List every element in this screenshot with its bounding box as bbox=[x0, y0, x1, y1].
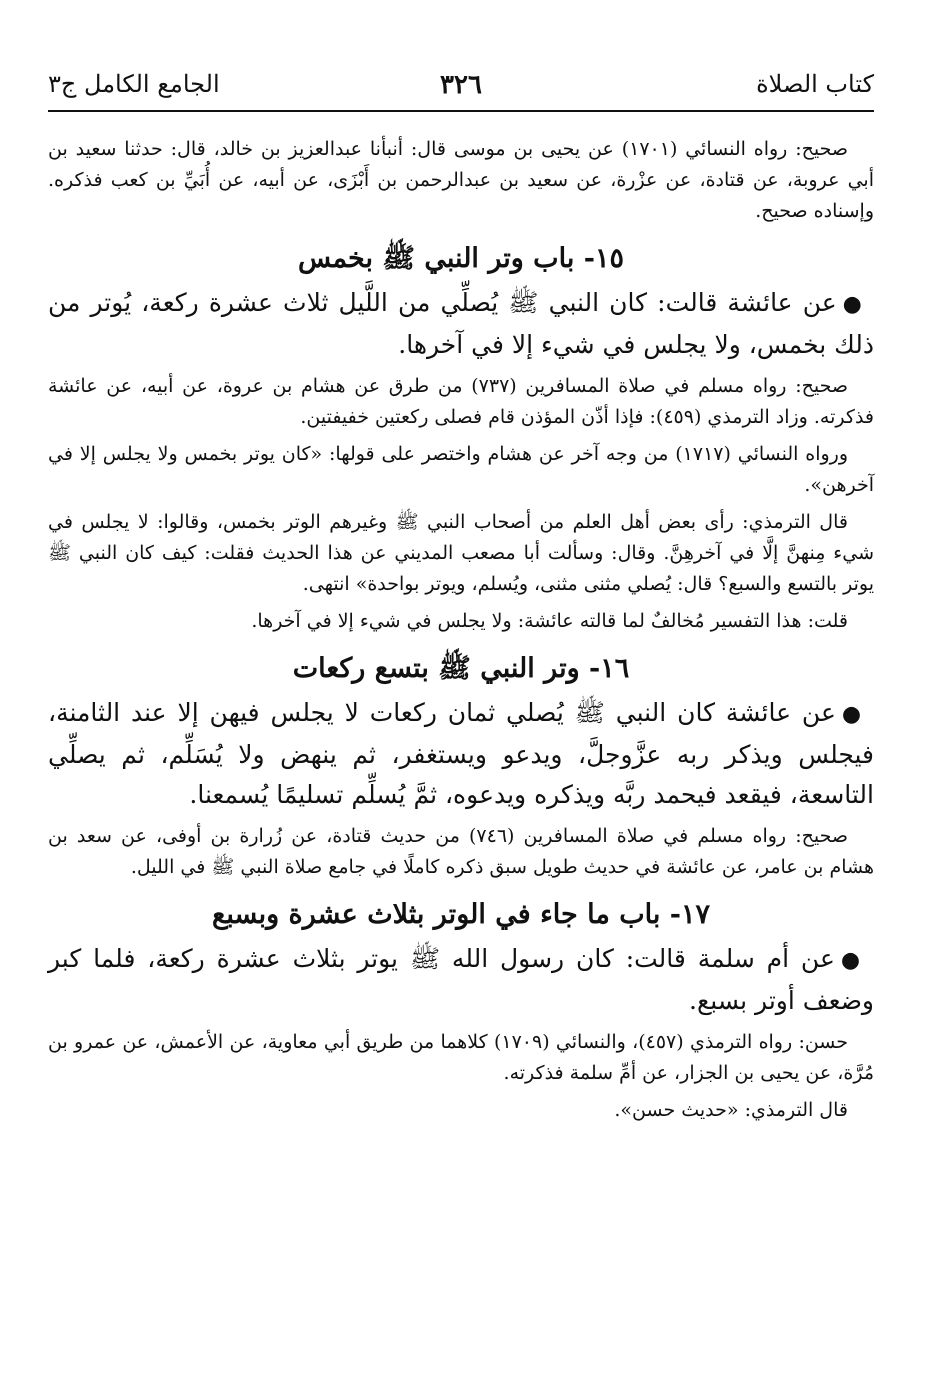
commentary-note: قال الترمذي: رأى بعض أهل العلم من أصحاب النبي ﷺ وغيرهم الوتر بخمس، وقالوا: لا يجلس في شيء مِنهنَّ إلَّا في آخرهِنَّ. وقال: وسألت أبا مصعب المديني عن هذا الحديث فقلت: كيف كان النبي ﷺ يوتر بالتسع والسبع؟ قال: يُصلي مثنى مثنى، ويُسلم، ويوتر بواحدة» انتهى. bbox=[48, 511, 874, 595]
hadith-body: عن عائشة قالت: كان النبي ﷺ يُصلِّي من اللَّيل ثلاث عشرة ركعة، يُوتر من ذلك بخمس، ولا يجلس في شيء إلا في آخرها. bbox=[48, 288, 874, 359]
section-heading: ١٥- باب وتر النبي ﷺ بخمس bbox=[298, 243, 624, 274]
takhrij-note: صحيح: رواه مسلم في صلاة المسافرين (٧٤٦) من حديث قتادة، عن زُرارة بن أوفى، عن سعد بن هشام بن عامر، عن عائشة في حديث طويل سبق ذكره كاملًا في جامع صلاة النبي ﷺ في الليل. bbox=[48, 825, 874, 878]
hadith-body: عن عائشة كان النبي ﷺ يُصلي ثمان ركعات لا يجلس فيهن إلا عند الثامنة، فيجلس ويذكر ربه عزَّوجلَّ، ويدعو ويستغفر، ثم ينهض ولا يُسَلِّم، ثم يصلِّي التاسعة، فيقعد فيحمد ربَّه ويذكره ويدعوه، ثمَّ يُسلِّم تسليمًا يُسمعنا. bbox=[48, 698, 874, 809]
bullet-icon: ● bbox=[841, 702, 864, 727]
book-title: الجامع الكامل ج٣ bbox=[48, 70, 220, 98]
takhrij-note: حسن: رواه الترمذي (٤٥٧)، والنسائي (١٧٠٩) كلاهما من طريق أبي معاوية، عن الأعمش، عن عمرو بن مُرَّة، عن يحيى بن الجزار، عن أمِّ سلمة فذكرته. bbox=[48, 1031, 874, 1084]
takhrij-note: صحيح: رواه مسلم في صلاة المسافرين (٧٣٧) من طرق عن هشام بن عروة، عن أبيه، عن عائشة فذكرته. وزاد الترمذي (٤٥٩): فإذا أذّن المؤذن قام فصلى ركعتين خفيفتين. bbox=[48, 375, 874, 428]
bullet-icon: ● bbox=[840, 948, 864, 973]
takhrij-note: ورواه النسائي (١٧١٧) من وجه آخر عن هشام واختصر على قولها: «كان يوتر بخمس ولا يجلس إلا في آخرهن». bbox=[48, 443, 874, 496]
running-header bbox=[48, 62, 874, 112]
hadith-text bbox=[48, 283, 874, 365]
page-body bbox=[48, 112, 874, 1126]
section-heading: ١٦- وتر النبي ﷺ بتسع ركعات bbox=[292, 653, 630, 684]
commentary-note: قلت: هذا التفسير مُخالفٌ لما قالته عائشة: ولا يجلس في شيء إلا في آخرها. bbox=[251, 610, 848, 632]
hadith-text bbox=[48, 693, 874, 815]
section-heading: ١٧- باب ما جاء في الوتر بثلاث عشرة وبسبع bbox=[212, 899, 710, 930]
takhrij-note: صحيح: رواه النسائي (١٧٠١) عن يحيى بن موسى قال: أنبأنا عبدالعزيز بن خالد، قال: حدثنا سعيد بن أبي عروبة، عن قتادة، عن عزْرة، عن سعيد بن عبدالرحمن بن أَبْزَى، عن أبيه، عن أُبَيِّ بن كعب فذكره. وإسناده صحيح. bbox=[48, 138, 874, 222]
book-page bbox=[48, 62, 874, 1372]
hadith-text bbox=[48, 939, 874, 1021]
chapter-title: كتاب الصلاة bbox=[756, 70, 874, 98]
bullet-icon: ● bbox=[842, 292, 864, 317]
hadith-body: عن أم سلمة قالت: كان رسول الله ﷺ يوتر بثلاث عشرة ركعة، فلما كبر وضعف أوتر بسبع. bbox=[48, 944, 874, 1015]
page-number: ٣٢٦ bbox=[440, 70, 482, 100]
commentary-note: قال الترمذي: «حديث حسن». bbox=[614, 1099, 848, 1121]
